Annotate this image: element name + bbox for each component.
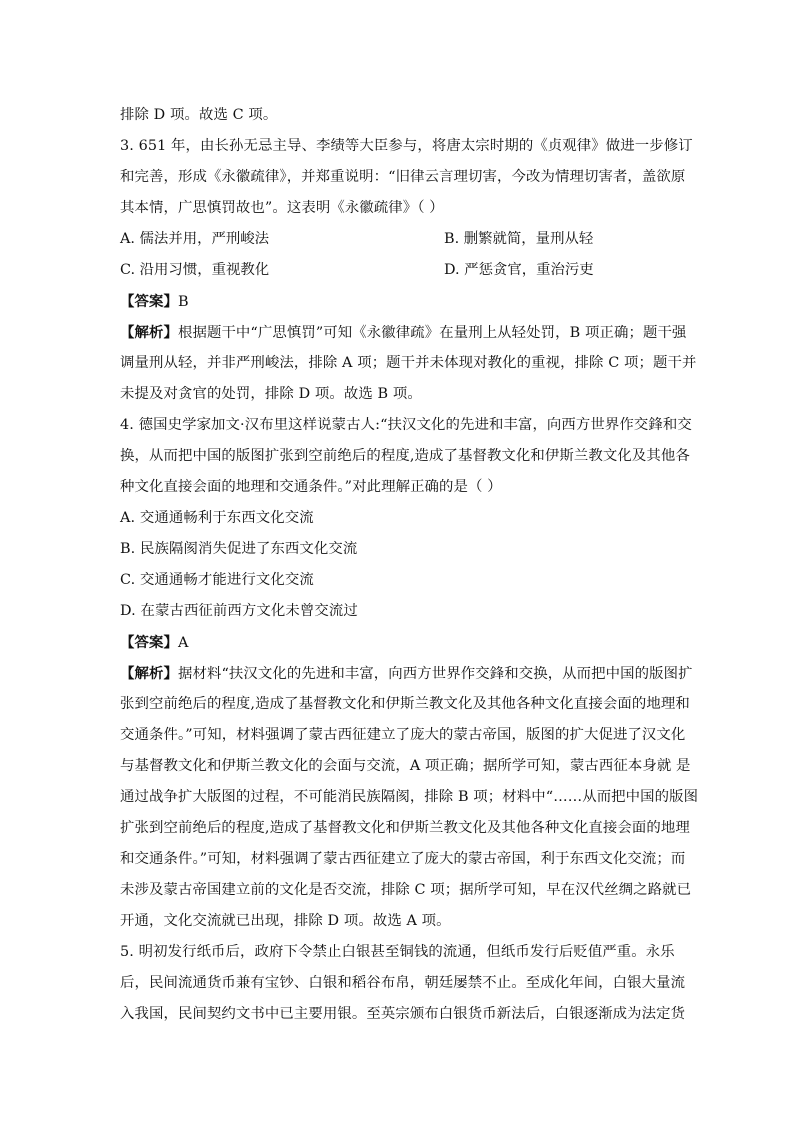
q4-analysis-line-4: 与基督教文化和伊斯兰教文化的会面与交流，A 项正确；据所学可知，蒙古西征本身就 是 [120,758,691,774]
exam-page [120,100,699,1030]
q3-options-row-1 [120,224,680,255]
q3-analysis-label: 【解析】 [120,324,178,341]
question-3 [120,131,697,410]
q3-analysis-line-2: 调量刑从轻，并非严刑峻法，排除 A 项；题干并未体现对教化的重视，排除 C 项；题干并 [120,355,697,371]
q5-stem-line-3: 入我国，民间契约文书中已主要用银。至英宗颁布白银货币新法后，白银逐渐成为法定货 [120,1006,686,1022]
q3-analysis-line-1 [120,317,687,348]
q3-analysis-line-3: 未提及对贪官的处罚，排除 D 项。故选 B 项。 [120,386,422,402]
q4-answer [120,627,680,658]
question-5 [120,937,686,1030]
q4-stem-line-2: 换，从而把中国的版图扩张到空前绝后的程度,造成了基督教文化和伊斯兰教文化及其他各 [120,448,690,464]
q3-option-a: A. 儒法并用，严刑峻法 [120,231,270,247]
q5-stem-line-2: 后，民间流通货币兼有宝钞、白银和稻谷布帛，朝廷屡禁不止。至成化年间，白银大量流 [120,975,686,991]
q4-option-c: C. 交通通畅才能进行文化交流 [120,572,314,588]
q3-answer-value: B [177,294,189,310]
q3-analysis-text: 根据题干中“广思慎罚”可知《永徽律疏》在量刑上从轻处罚，B 项正确；题干强 [177,325,687,341]
q4-analysis-line-8: 未涉及蒙古帝国建立前的文化是否交流，排除 C 项；据所学可知，早在汉代丝绸之路就已 [120,882,692,898]
question-4 [120,410,699,937]
previous-question-tail: 排除 D 项。故选 C 项。 [120,107,278,123]
q3-options-row-2 [120,255,680,286]
q4-analysis-line-2: 张到空前绝后的程度,造成了基督教文化和伊斯兰教文化及其他各种文化直接会面的地理和 [120,696,690,712]
q4-analysis-line-3: 交通条件。”可知，材料强调了蒙古西征建立了庞大的蒙古帝国，版图的扩大促进了汉文化 [120,727,686,743]
q4-analysis-line-5: 通过战争扩大版图的过程，不可能消民族隔阂，排除 B 项；材料中“……从而把中国的版图 [120,789,699,805]
q3-option-c: C. 沿用习惯，重视教化 [120,262,270,278]
q4-analysis-text: 据材料“扶汉文化的先进和丰富，向西方世界作交鋒和交换，从而把中国的版图扩 [177,666,693,682]
q4-analysis-label: 【解析】 [120,665,178,682]
q4-option-a: A. 交通通畅利于东西文化交流 [120,510,314,526]
q3-stem-line-3: 其本情，广思慎罚故也”。这表明《永徽疏律》（ ） [120,200,444,216]
q4-stem-line-1: 4. 德国史学家加文·汉布里这样说蒙古人:“扶汉文化的先进和丰富，向西方世界作交鋒和交 [120,417,692,433]
q4-analysis-line-6: 扩张到空前绝后的程度,造成了基督教文化和伊斯兰教文化及其他各种文化直接会面的地理 [120,820,690,836]
q4-analysis-line-1 [120,658,693,689]
q4-option-d: D. 在蒙古西征前西方文化未曾交流过 [120,603,358,619]
q3-answer-label: 【答案】 [120,293,178,310]
q3-option-b: B. 删繁就简，量刑从轻 [444,231,594,247]
q4-option-b: B. 民族隔阂消失促进了东西文化交流 [120,541,358,557]
q5-stem-line-1: 5. 明初发行纸币后，政府下令禁止白银甚至铜钱的流通，但纸币发行后贬值严重。永乐 [120,944,675,960]
q3-option-d: D. 严惩贪官，重治污吏 [444,262,594,278]
q4-answer-value: A [177,635,189,651]
q4-analysis-line-9: 开通，文化交流就已出现，排除 D 项。故选 A 项。 [120,913,451,929]
q4-analysis-line-7: 和交通条件。”可知，材料强调了蒙古西征建立了庞大的蒙古帝国，利于东西文化交流；而 [120,851,686,867]
q3-stem-line-2: 和完善，形成《永徽疏律》，并郑重说明：“旧律云言理切害，今改为情理切害者，盖欲原 [120,169,686,185]
q3-stem-line-1: 3. 651 年，由长孙无忌主导、李绩等大臣参与，将唐太宗时期的《贞观律》做进一步修订 [120,138,693,154]
q3-answer [120,286,680,317]
q4-answer-label: 【答案】 [120,634,178,651]
q4-stem-line-3: 种文化直接会面的地理和交通条件。”对此理解正确的是（ ） [120,479,502,495]
